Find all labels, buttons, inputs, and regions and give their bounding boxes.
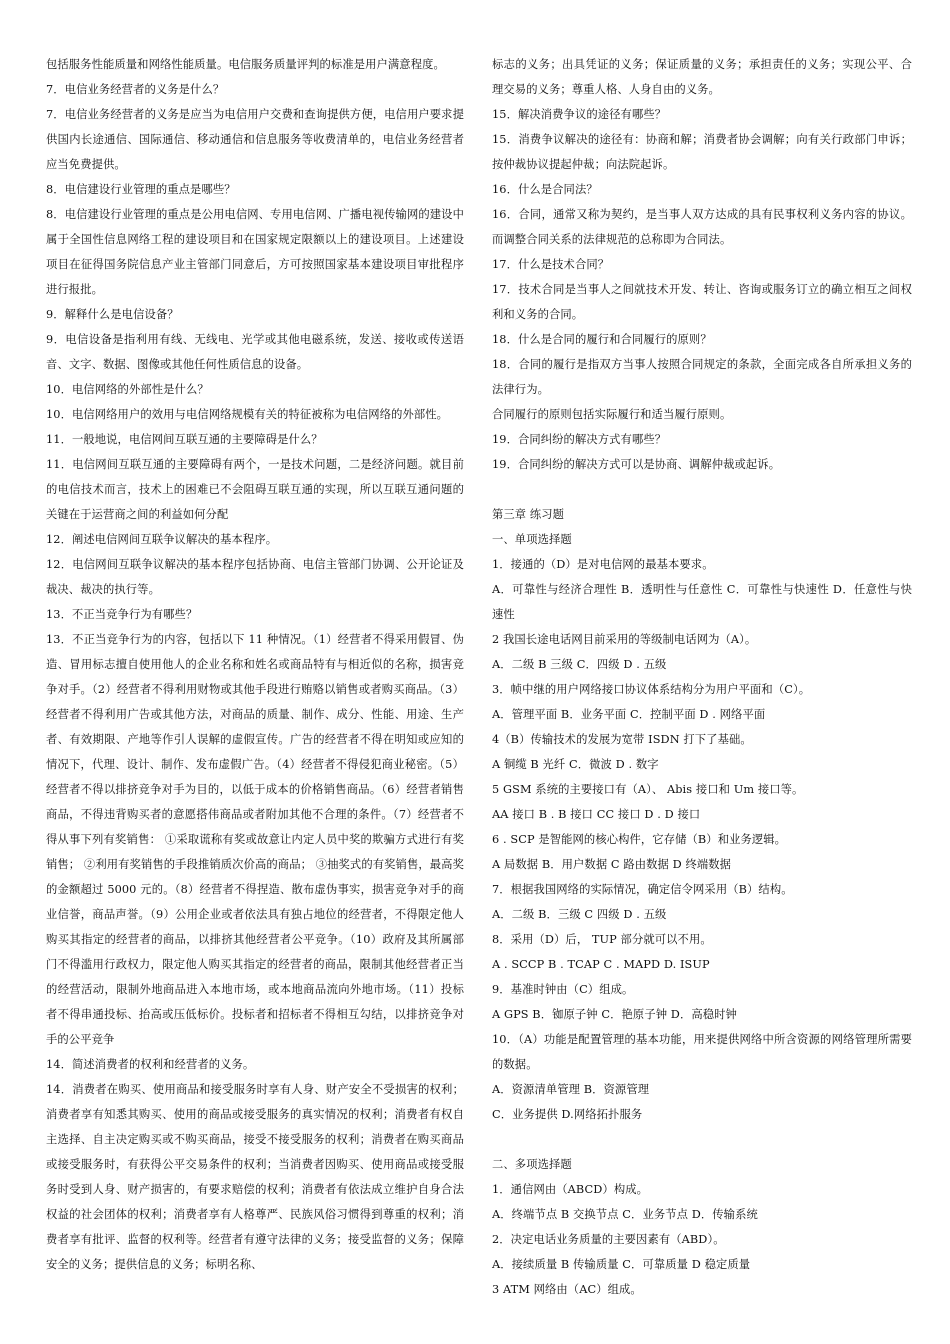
left-paragraph: 14．消费者在购买、使用商品和接受服务时享有人身、财产安全不受损害的权利；消费者享有知悉其购买、使用的商品或接受服务的真实情况的权利；消费者有权自主选择、自主决定购买或不购买商品，接受不接受服务的权利；消费者在购买商品或接受服务时，有获得公平交易条件的权利；当消费者因购买、使用商品或接受服务时受到人身、财产损害的，有要求赔偿的权利；消费者有依法成立维护自身合法权益的社会团体的权利；消费者享有人格尊严、民族风俗习惯得到尊重的权利；消费者享有批评、监督的权利等。经营者有遵守法律的义务；接受监督的义务；保障安全的义务；提供信息的义务；标明名称、 bbox=[46, 1083, 464, 1271]
right-paragraph: 8．采用（D）后， TUP 部分就可以不用。 bbox=[492, 933, 712, 946]
left-paragraph: 13．不正当竞争行为的内容，包括以下 11 种情况。（1）经营者不得采用假冒、伪造、冒用标志擅自使用他人的企业名称和姓名或商品特有与相近似的名称，损害竞争对手。（2）经营者不得利用财物或其他手段进行贿赂以销售或者购买商品。（3）经营者不得利用广告或其他方法，对商品的质量、制作、成分、性能、用途、生产者、有效期限、产地等作引人误解的虚假宣传。广告的经营者不得在明知或应知的情况下，代理、设计、制作、发布虚假广告。（4）经营者不得侵犯商业秘密。（5）经营者不得以排挤竞争对手为目的，以低于成本的价格销售商品。（6）经营者销售商品，不得违背购买者的意愿搭伟商品或者附加其他不合理的条件。（7）经营者不得从事下列有奖销售： ①采取谎称有奖或故意让内定人员中奖的欺骗方式进行有奖销售； ②利用有奖销售的手段推销质次价高的商品； ③抽奖式的有奖销售，最高奖的金额超过 5000 元的。（8）经营者不得捏造、散布虚伪事实，损害竞争对手的商业信誉，商品声誉。（9）公用企业或者依法具有独占地位的经营者，不得限定他人购买其指定的经营者的商品，以排挤其他经营者公平竞争。（10）政府及其所属部门不得滥用行政权力，限定他人购买其指定的经营者的商品，限制其他经营者正当的经营活动，限制外地商品进入本地市场，或本地商品流向外地市场。（11）投标者不得串通投标、抬高或压低标价。投标者和招标者不得相互勾结，以排挤竞争对手的公平竞争 bbox=[46, 633, 464, 1046]
left-paragraph: 9．电信设备是指利用有线、无线电、光学或其他电磁系统，发送、接收或传送语音、文字、数据、图像或其他任何性质信息的设备。 bbox=[46, 333, 464, 371]
right-paragraph: 15．消费争议解决的途径有：协商和解；消费者协会调解；向有关行政部门申诉；按仲裁协议提起仲裁；向法院起诉。 bbox=[492, 133, 912, 171]
right-paragraph: 9．基准时钟由（C）组成。 bbox=[492, 983, 634, 996]
right-paragraph: 6 . SCP 是智能网的核心构件，它存储（B）和业务逻辑。 bbox=[492, 833, 787, 846]
right-paragraph: 19．合同纠纷的解决方式可以是协商、调解仲裁或起诉。 bbox=[492, 458, 781, 471]
right-paragraph: 1．接通的（D）是对电信网的最基本要求。 bbox=[492, 558, 714, 571]
left-paragraph: 12．阐述电信网间互联争议解决的基本程序。 bbox=[46, 533, 278, 546]
left-paragraph: 8．电信建设行业管理的重点是哪些？ bbox=[46, 183, 236, 196]
right-paragraph: 17．技术合同是当事人之间就技术开发、转让、咨询或服务订立的确立相互之间权利和义务的合同。 bbox=[492, 283, 912, 321]
right-paragraph: A．可靠性与经济合理性 B．透明性与任意性 C．可靠性与快速性 D．任意性与快速性 bbox=[492, 583, 912, 621]
right-paragraph: 19．合同纠纷的解决方式有哪些？ bbox=[492, 433, 667, 446]
right-paragraph: A．接续质量 B 传输质量 C．可靠质量 D 稳定质量 bbox=[492, 1258, 751, 1271]
right-paragraph: 5 GSM 系统的主要接口有（A）、 Abis 接口和 Um 接口等。 bbox=[492, 783, 804, 796]
right-paragraph: A．二级 B 三级 C．四级 D . 五级 bbox=[492, 658, 667, 671]
right-spacer bbox=[492, 477, 912, 502]
right-paragraph: 16．什么是合同法？ bbox=[492, 183, 598, 196]
right-paragraph: 18．什么是合同的履行和合同履行的原则？ bbox=[492, 333, 712, 346]
left-paragraph: 7．电信业务经营者的义务是什么？ bbox=[46, 83, 225, 96]
left-paragraph: 12．电信网间互联争议解决的基本程序包括协商、电信主管部门协调、公开论证及裁决、裁决的执行等。 bbox=[46, 558, 464, 596]
right-paragraph: 10．（A）功能是配置管理的基本功能，用来提供网络中所含资源的网络管理所需要的数据。 bbox=[492, 1033, 912, 1071]
right-paragraph: A . SCCP B . TCAP C . MAPD D. ISUP bbox=[492, 958, 710, 971]
right-paragraph: 第三章 练习题 bbox=[492, 508, 565, 521]
right-paragraph: 标志的义务；出具凭证的义务；保证质量的义务；承担责任的义务；实现公平、合理交易的义务；尊重人格、人身自由的义务。 bbox=[492, 58, 912, 96]
right-paragraph: 18．合同的履行是指双方当事人按照合同规定的条款，全面完成各自所承担义务的法律行为。 bbox=[492, 358, 912, 396]
right-paragraph: 3．帧中继的用户网络接口协议体系结构分为用户平面和（C）。 bbox=[492, 683, 811, 696]
right-paragraph: C．业务提供 D.网络拓扑服务 bbox=[492, 1108, 643, 1121]
right-paragraph: 4（B）传输技术的发展为宽带 ISDN 打下了基础。 bbox=[492, 733, 752, 746]
right-paragraph: A GPS B．铷原子钟 C．艳原子钟 D．高稳时钟 bbox=[492, 1008, 737, 1021]
right-paragraph: 17．什么是技术合同？ bbox=[492, 258, 610, 271]
left-column bbox=[46, 52, 464, 1277]
left-paragraph: 7．电信业务经营者的义务是应当为电信用户交费和查询提供方便，电信用户要求提供国内长途通信、国际通信、移动通信和信息服务等收费清单的，电信业务经营者应当免费提供。 bbox=[46, 108, 464, 171]
right-paragraph: AA 接口 B . B 接口 CC 接口 D . D 接口 bbox=[492, 808, 701, 821]
left-paragraph: 14．简述消费者的权利和经营者的义务。 bbox=[46, 1058, 255, 1071]
left-paragraph: 11．电信网间互联互通的主要障碍有两个，一是技术问题，二是经济问题。就目前的电信技术而言，技术上的困难已不会阻碍互联互通的实现，所以互联互通问题的关键在于运营商之间的利益如何分配 bbox=[46, 458, 464, 521]
right-paragraph: A．资源清单管理 B．资源管理 bbox=[492, 1083, 650, 1096]
right-paragraph: 2 我国长途电话网目前采用的等级制电话网为（A）。 bbox=[492, 633, 757, 646]
right-paragraph: A 铜缆 B 光纤 C．微波 D . 数字 bbox=[492, 758, 659, 771]
left-paragraph: 8．电信建设行业管理的重点是公用电信网、专用电信网、广播电视传输网的建设中属于全国性信息网络工程的建设项目和在国家规定限额以上的建设项目。上述建设项目在征得国务院信息产业主管部门同意后，方可按照国家基本建设项目审批程序进行报批。 bbox=[46, 208, 464, 296]
right-paragraph: 2．决定电话业务质量的主要因素有（ABD）。 bbox=[492, 1233, 725, 1246]
right-paragraph: 7．根据我国网络的实际情况，确定信令网采用（B）结构。 bbox=[492, 883, 793, 896]
left-paragraph: 9．解释什么是电信设备？ bbox=[46, 308, 179, 321]
right-paragraph: 16．合同，通常又称为契约，是当事人双方达成的具有民事权利义务内容的协议。而调整合同关系的法律规范的总称即为合同法。 bbox=[492, 208, 912, 246]
right-paragraph: A．二级 B．三级 C 四级 D . 五级 bbox=[492, 908, 667, 921]
left-paragraph: 13．不正当竞争行为有哪些？ bbox=[46, 608, 198, 621]
right-paragraph: 二、多项选择题 bbox=[492, 1158, 572, 1171]
right-paragraph: 合同履行的原则包括实际履行和适当履行原则。 bbox=[492, 408, 732, 421]
left-paragraph: 10．电信网络用户的效用与电信网络规模有关的特征被称为电信网络的外部性。 bbox=[46, 408, 449, 421]
right-paragraph: 3 ATM 网络由（AC）组成。 bbox=[492, 1283, 642, 1296]
right-paragraph: A．终端节点 B 交换节点 C．业务节点 D．传输系统 bbox=[492, 1208, 758, 1221]
left-paragraph: 11．一般地说，电信网间互联互通的主要障碍是什么？ bbox=[46, 433, 323, 446]
right-paragraph: A．管理平面 B．业务平面 C．控制平面 D . 网络平面 bbox=[492, 708, 766, 721]
right-paragraph: 一、单项选择题 bbox=[492, 533, 572, 546]
right-spacer bbox=[492, 1127, 912, 1152]
right-paragraph: 1．通信网由（ABCD）构成。 bbox=[492, 1183, 649, 1196]
left-paragraph: 10．电信网络的外部性是什么？ bbox=[46, 383, 209, 396]
left-paragraph: 包括服务性能质量和网络性能质量。电信服务质量评判的标准是用户满意程度。 bbox=[46, 58, 445, 71]
right-paragraph: A 局数据 B．用户数据 C 路由数据 D 终端数据 bbox=[492, 858, 732, 871]
right-column bbox=[492, 52, 912, 1302]
right-paragraph: 15．解决消费争议的途径有哪些？ bbox=[492, 108, 667, 121]
